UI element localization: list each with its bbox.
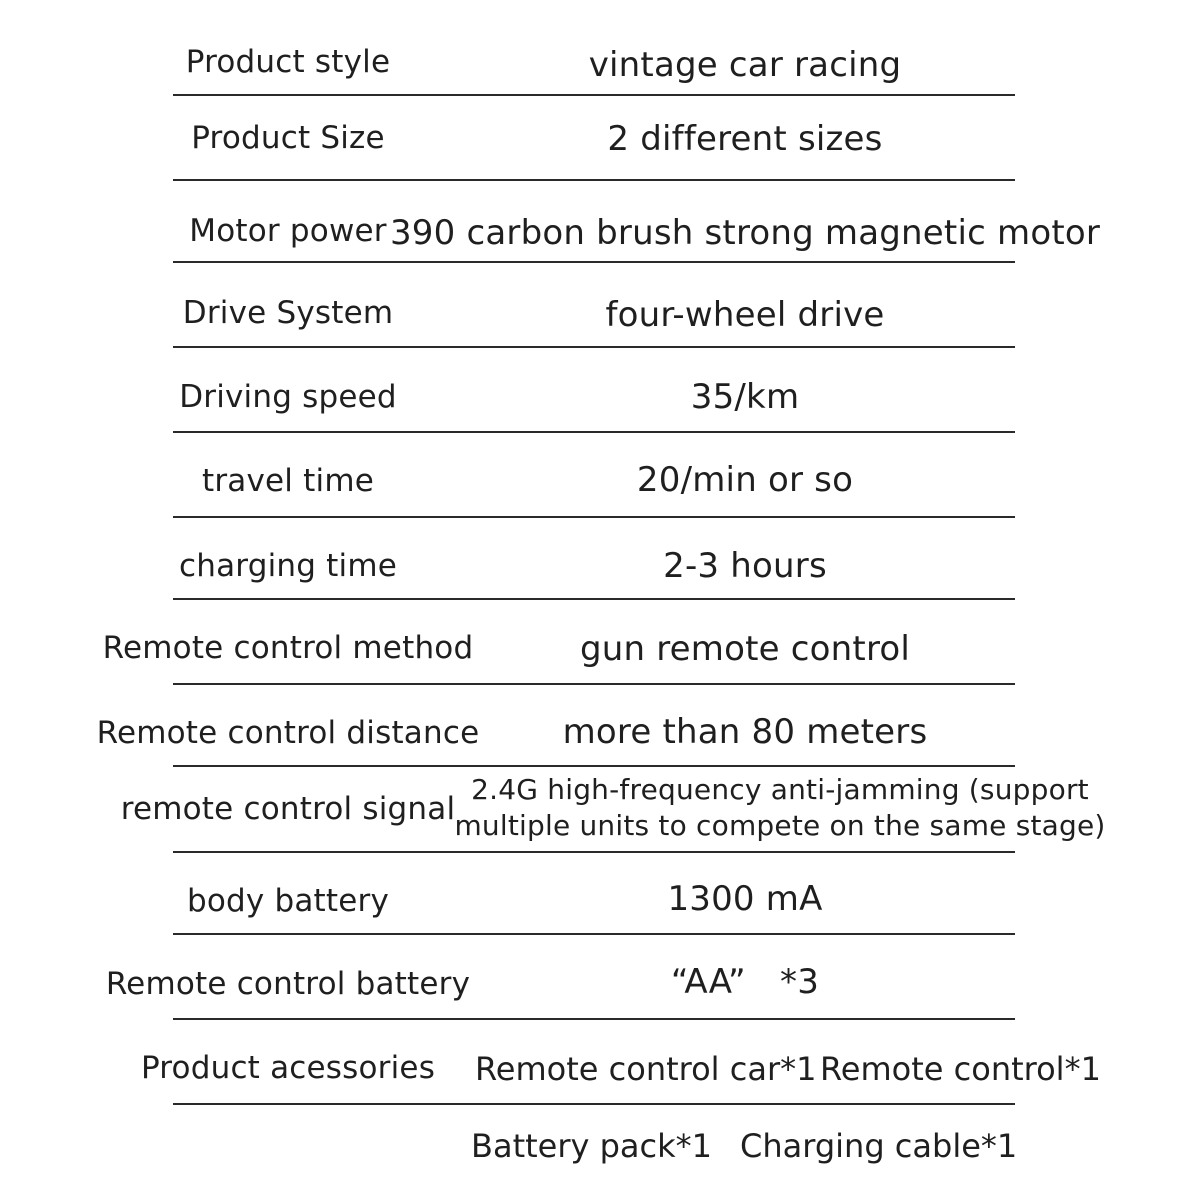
- spec-value: “AA” *3: [670, 962, 820, 1002]
- spec-value-line-1: 2.4G high-frequency anti-jamming (support: [471, 773, 1089, 806]
- row-divider: [173, 933, 1015, 935]
- accessory-item: Charging cable*1: [740, 1127, 1018, 1165]
- spec-value: 2 different sizes: [607, 119, 883, 159]
- spec-value: vintage car racing: [588, 45, 902, 85]
- spec-label: Remote control distance: [96, 715, 480, 751]
- spec-label: Remote control method: [102, 630, 474, 666]
- spec-label: Product acessories: [140, 1050, 436, 1086]
- spec-label: body battery: [186, 883, 390, 919]
- spec-label: Driving speed: [179, 379, 397, 415]
- row-divider: [173, 431, 1015, 433]
- spec-value: 2-3 hours: [663, 546, 827, 586]
- spec-label: charging time: [179, 548, 397, 584]
- accessory-item: Remote control*1: [820, 1050, 1101, 1088]
- accessory-item: Remote control car*1: [475, 1050, 817, 1088]
- accessory-item: Battery pack*1: [471, 1127, 713, 1165]
- spec-value: 20/min or so: [636, 460, 854, 500]
- row-divider: [173, 683, 1015, 685]
- row-divider: [173, 1103, 1015, 1105]
- spec-value: more than 80 meters: [562, 712, 928, 752]
- row-divider: [173, 261, 1015, 263]
- spec-label: remote control signal: [120, 791, 456, 827]
- spec-value: four-wheel drive: [605, 295, 885, 335]
- row-divider: [173, 516, 1015, 518]
- spec-value-line-2: multiple units to compete on the same stage): [454, 809, 1106, 842]
- spec-label: Product style: [185, 44, 391, 80]
- row-divider: [173, 598, 1015, 600]
- spec-value: 390 carbon brush strong magnetic motor: [389, 213, 1101, 253]
- row-divider: [173, 1018, 1015, 1020]
- row-divider: [173, 179, 1015, 181]
- row-divider: [173, 765, 1015, 767]
- row-divider: [173, 94, 1015, 96]
- spec-label: travel time: [201, 463, 375, 499]
- spec-label: Drive System: [182, 295, 394, 331]
- spec-label: Product Size: [191, 120, 385, 156]
- spec-value: gun remote control: [579, 629, 911, 669]
- spec-label: Motor power: [189, 213, 387, 249]
- row-divider: [173, 851, 1015, 853]
- spec-label: Remote control battery: [105, 966, 471, 1002]
- spec-value: 1300 mA: [667, 879, 823, 919]
- row-divider: [173, 346, 1015, 348]
- spec-value: 35/km: [690, 377, 800, 417]
